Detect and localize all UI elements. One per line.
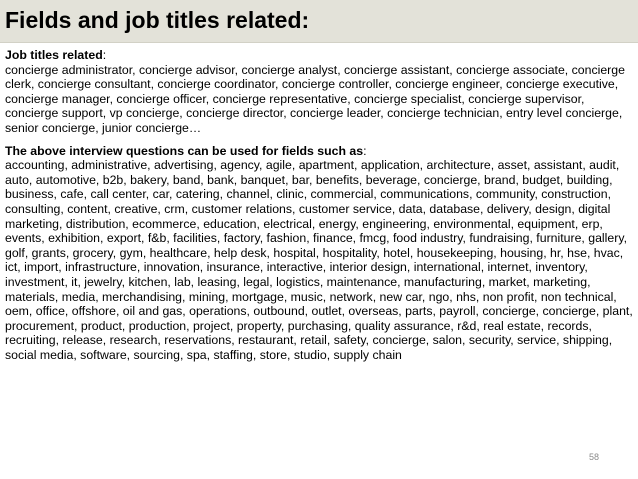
job-titles-label: Job titles related xyxy=(5,48,103,62)
job-titles-heading xyxy=(5,48,633,63)
fields-section xyxy=(5,144,633,363)
job-titles-section xyxy=(5,48,633,136)
job-titles-list: concierge administrator, concierge advisor, concierge analyst, concierge assistant, concierge associate, concierge clerk, concierge consultant, concierge coordinator, concierge controller, concierge engineer, concierge executive, concierge manager, concierge officer, concierge representative, concierge specialist, concierge supervisor, concierge support, vp concierge, concierge director, concierge leader, concierge technician, entry level concierge, senior concierge, junior concierge… xyxy=(5,62,625,135)
fields-heading xyxy=(5,144,633,159)
slide-content xyxy=(5,48,633,362)
slide-title: Fields and job titles related: xyxy=(5,7,310,33)
job-titles-colon: : xyxy=(102,48,107,62)
fields-colon: : xyxy=(363,143,367,158)
page-number: 58 xyxy=(588,452,599,462)
fields-label: The above interview questions can be used for fields such as xyxy=(5,143,364,158)
title-bar xyxy=(0,0,638,43)
fields-list: accounting, administrative, advertising, agency, agile, apartment, application, architecture, asset, assistant, audit, auto, automotive, b2b, bakery, band, bank, banquet, bar, benefits, beverage, concierge, brand, budget, building, business, cafe, call center, car, catering, channel, clinic, commercial, communications, community, construction, consulting, content, creative, crm, customer relations, customer service, data, database, delivery, design, digital marketing, distribution, ecommerce, education, electrical, energy, engineering, environmental, equipment, erp, events, exhibition, export, f&b, facilities, factory, fashion, finance, fmcg, food industry, fundraising, furniture, gallery, golf, grants, grocery, gym, healthcare, help desk, hospital, hospitality, hotel, housekeeping, housing, hr, hse, hvac, ict, import, infrastructure, innovation, insurance, interactive, interior design, international, internet, inventory, investment, it, jewelry, kitchen, lab, leasing, legal, logistics, maintenance, manufacturing, market, marketing, materials, media, merchandising, mining, mortgage, music, network, new car, ngo, nhs, non profit, non technical, oem, office, offshore, oil and gas, operations, outbound, outlet, overseas, parts, payroll, concierge, concierge, plant, procurement, product, production, project, property, purchasing, quality assurance, r&d, real estate, records, recruiting, release, research, reservations, restaurant, retail, safety, concierge, salon, security, service, shipping, social media, software, sourcing, spa, staffing, store, studio, supply chain xyxy=(5,158,633,362)
